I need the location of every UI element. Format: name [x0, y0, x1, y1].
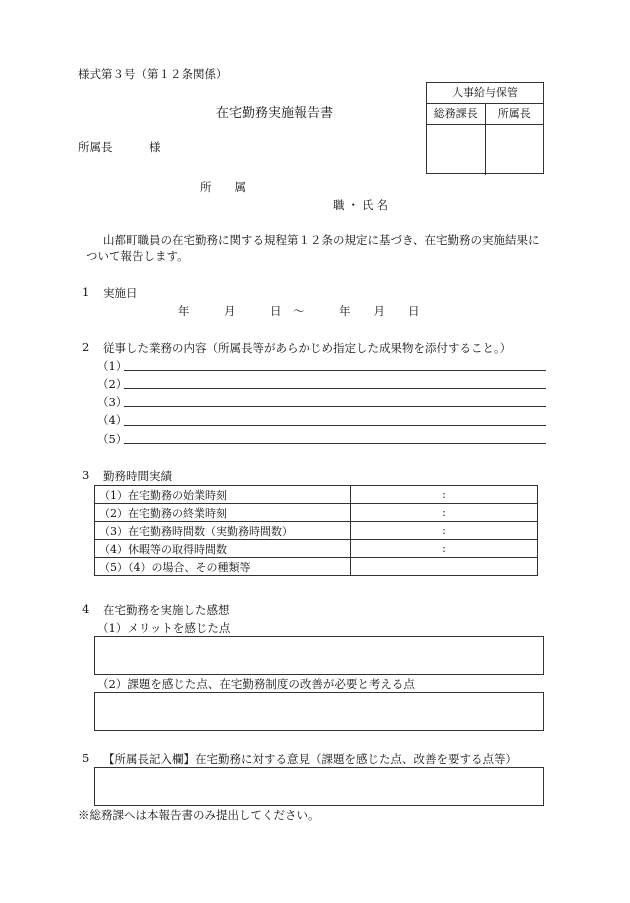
- table-row: [95, 522, 538, 540]
- table-row: [95, 486, 538, 504]
- section-2-number: 2: [82, 340, 90, 354]
- form-number: 様式第３号（第１２条関係）: [78, 67, 228, 81]
- intro-line-1: 山都町職員の在宅勤務に関する規程第１２条の規定に基づき、在宅勤務の実施結果に: [103, 233, 540, 247]
- table-row: [95, 558, 538, 576]
- row-label: （1）在宅勤務の始業時刻: [95, 486, 351, 504]
- row-value[interactable]: :: [351, 486, 538, 504]
- section-1-number: 1: [82, 285, 90, 299]
- stamp-col-dept-head: 所属長: [497, 107, 531, 120]
- footer-note: ※総務課へは本報告書のみ提出してください。: [78, 808, 320, 822]
- task-item-3-line[interactable]: [124, 406, 546, 407]
- affiliation-label: 所 属: [200, 180, 246, 194]
- merits-label: （1）メリットを感じた点: [97, 621, 231, 635]
- issues-box[interactable]: [94, 692, 544, 731]
- section-3-number: 3: [82, 468, 90, 482]
- intro-line-2: ついて報告します。: [86, 249, 189, 263]
- task-item-3-label: （3）: [97, 395, 128, 409]
- work-hours-table: [94, 485, 538, 576]
- section-5-title: 【所属長記入欄】在宅勤務に対する意見（課題を感じた点、改善を要する点等）: [103, 752, 517, 766]
- section-4-title: 在宅勤務を実施した感想: [103, 603, 230, 617]
- approval-stamp-box: [426, 82, 544, 174]
- name-label: 職・氏名: [333, 198, 391, 212]
- row-value[interactable]: :: [351, 540, 538, 558]
- table-row: [95, 504, 538, 522]
- task-item-2-line[interactable]: [124, 388, 546, 389]
- task-item-5-line[interactable]: [124, 443, 546, 444]
- section-5-number: 5: [82, 751, 90, 765]
- row-value[interactable]: [351, 558, 538, 576]
- stamp-cell-general-affairs[interactable]: [427, 125, 486, 175]
- row-label: （5）（4）の場合、その種類等: [95, 558, 351, 576]
- section-2-title: 従事した業務の内容（所属長等があらかじめ指定した成果物を添付すること。）: [103, 341, 512, 355]
- stamp-col-general-affairs: 総務課長: [427, 104, 486, 124]
- row-label: （3）在宅勤務時間数（実勤務時間数）: [95, 522, 351, 540]
- addressee-label: 所属長: [78, 140, 113, 154]
- task-item-1-line[interactable]: [124, 370, 546, 371]
- table-row: [95, 540, 538, 558]
- task-item-1-label: （1）: [97, 359, 128, 373]
- section-3-title: 勤務時間実績: [103, 469, 172, 483]
- stamp-title: 人事給与保管: [427, 83, 543, 104]
- supervisor-opinion-box[interactable]: [94, 767, 544, 806]
- date-range-line: 年 月 日 ～ 年 月 日: [178, 304, 420, 318]
- page-title: 在宅勤務実施報告書: [216, 106, 334, 121]
- section-4-number: 4: [82, 602, 90, 616]
- row-label: （4）休暇等の取得時間数: [95, 540, 351, 558]
- task-item-2-label: （2）: [97, 377, 128, 391]
- merits-box[interactable]: [94, 636, 544, 675]
- task-item-4-label: （4）: [97, 413, 128, 427]
- row-label: （2）在宅勤務の終業時刻: [95, 504, 351, 522]
- issues-label: （2）課題を感じた点、在宅勤務制度の改善が必要と考える点: [97, 677, 415, 691]
- task-item-4-line[interactable]: [124, 425, 546, 426]
- row-value[interactable]: :: [351, 504, 538, 522]
- section-1-title: 実施日: [103, 286, 138, 300]
- row-value[interactable]: :: [351, 522, 538, 540]
- stamp-cell-dept-head[interactable]: [486, 125, 544, 175]
- task-item-5-label: （5）: [97, 432, 128, 446]
- addressee-suffix: 様: [149, 140, 161, 154]
